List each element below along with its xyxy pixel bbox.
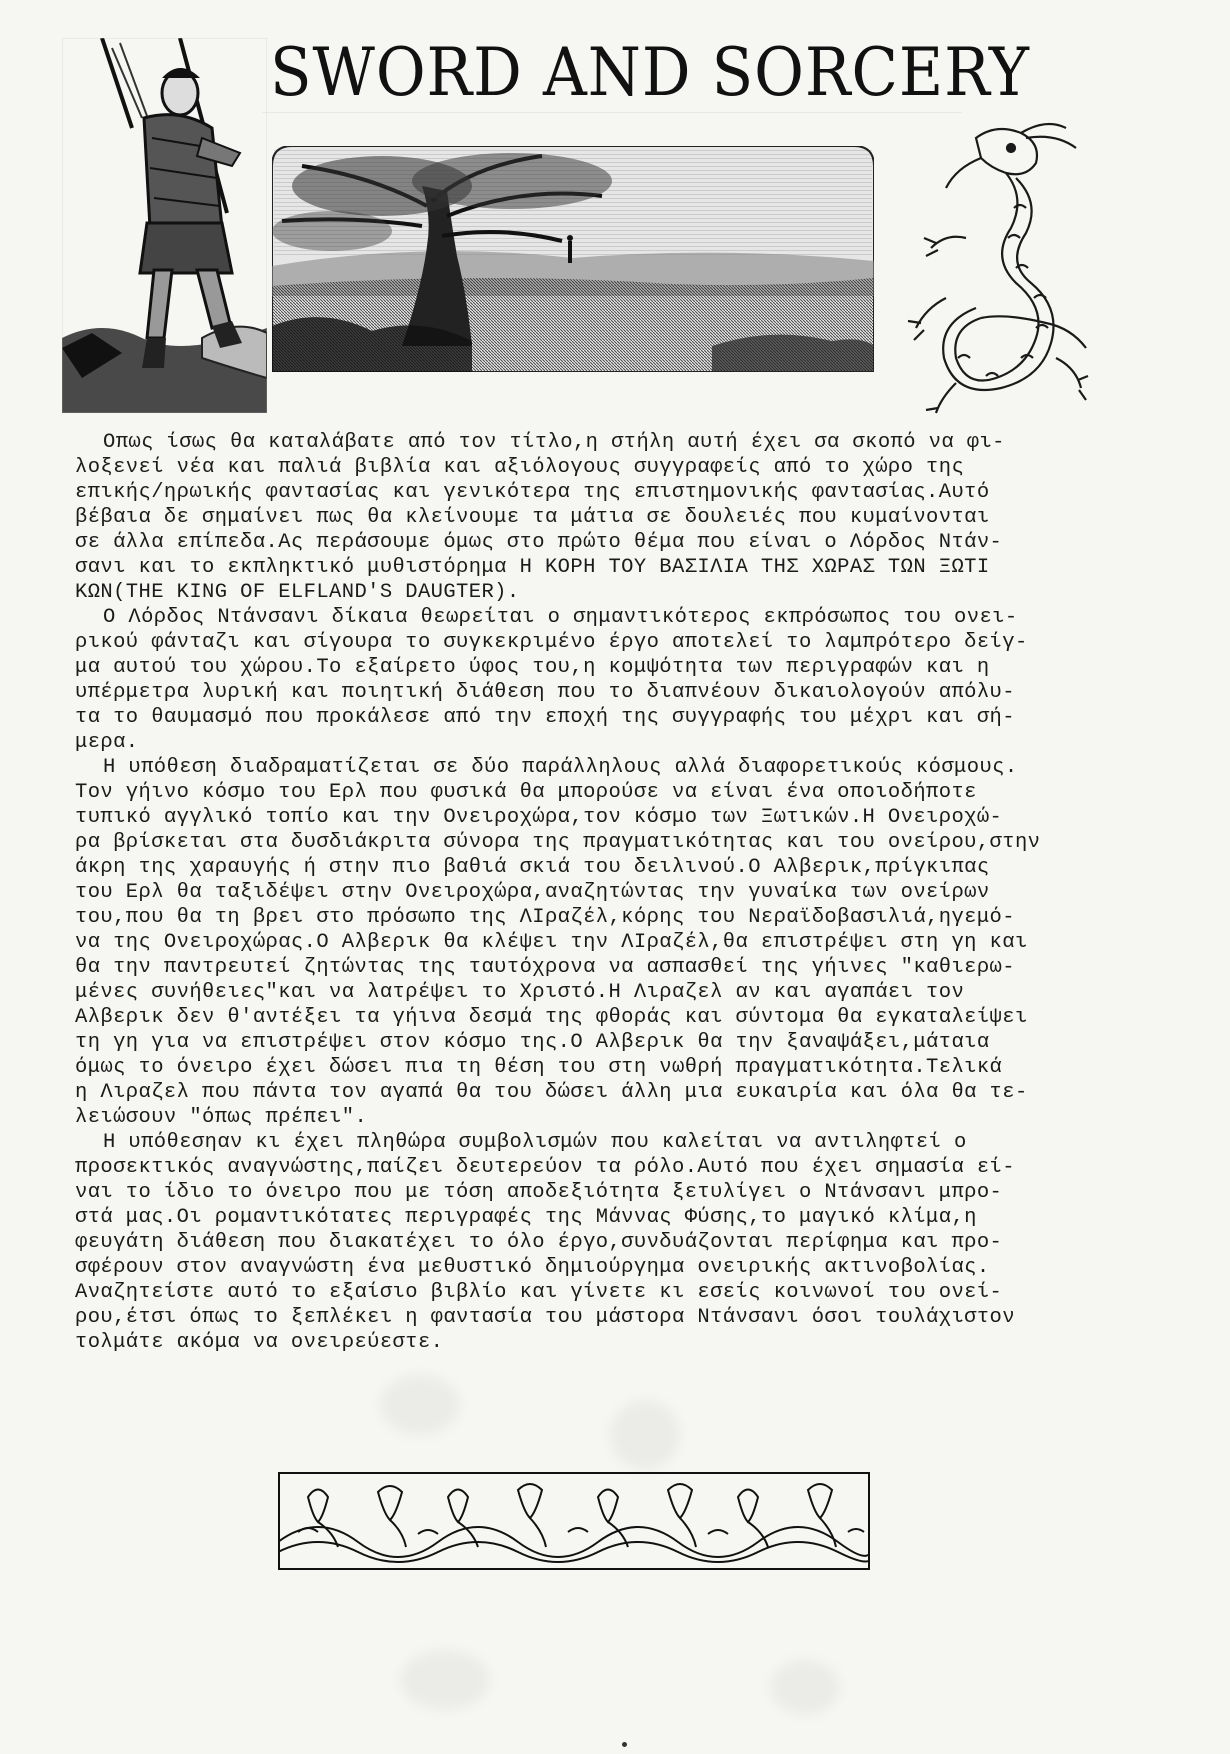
article-paragraph [75, 755, 1215, 1130]
ink-smudge [400, 1650, 490, 1710]
article-paragraph [75, 1130, 1215, 1355]
text-line: Τον γήινο κόσμο του Ερλ που φυσικά θα μπορούσε να είναι ένα οποιοδήποτε [75, 781, 977, 804]
text-line: λειώσουν "όπως πρέπει". [75, 1106, 368, 1129]
page-dot [622, 1742, 627, 1747]
text-line: του,που θα τη βρει στο πρόσωπο της ΛΙραζέλ,κόρης του Νεραϊδοβασιλιά,ηγεμό- [75, 906, 1015, 929]
text-line: η Λιραζελ που πάντα τον αγαπά θα του δώσει άλλη μια ευκαιρία και όλα θα τε- [75, 1081, 1028, 1104]
ink-smudge [770, 1660, 840, 1715]
text-line: φευγάτη διάθεση που διακατέχει το όλο έργο,συνδυάζονται περίφημα και προ- [75, 1231, 1003, 1254]
text-line: στά μας.Οι ρομαντικότατες περιγραφές της Μάννας Φύσης,το μαγικό κλίμα,η [75, 1206, 977, 1229]
text-line: τα το θαυμασμό που προκάλεσε από την εποχή της συγγραφής του μέχρι και σή- [75, 706, 1015, 729]
ink-smudge [610, 1400, 680, 1470]
text-line: Οπως ίσως θα καταλάβατε από τον τίτλο,η στήλη αυτή έχει σα σκοπό να φι- [103, 431, 1005, 454]
text-line: να της Ονειροχώρας.Ο Αλβερικ θα κλέψει την ΛΙραζέλ,θα επιστρέψει στη γη και [75, 931, 1028, 954]
text-line: τυπικό αγγλικό τοπίο και την Ονειροχώρα,τον κόσμο των Ξωτικών.Η Ονειροχώ- [75, 806, 1003, 829]
text-line: του Ερλ θα ταξιδέψει στην Ονειροχώρα,αναζητώντας την γυναίκα των ονείρων [75, 881, 990, 904]
text-line: Η υπόθεσηαν κι έχει πληθώρα συμβολισμών που καλείται να αντιληφτεί ο [103, 1131, 967, 1154]
text-line: Η υπόθεση διαδραματίζεται σε δύο παράλληλους αλλά διαφορετικούς κόσμους. [103, 756, 1018, 779]
text-line: τη γη για να επιστρέψει στον κόσμο της.Ο Αλβερικ θα την ξαναψάξει,μάταια [75, 1031, 990, 1054]
text-line: υπέρμετρα λυρική και ποιητική διάθεση που το διαπνέουν δικαιολογούν απόλυ- [75, 681, 1015, 704]
text-line: λοξενεί νέα και παλιά βιβλία και αξιόλογους συγγραφείς από το χώρο της [75, 456, 965, 479]
text-line: Ο Λόρδος Ντάνσανι δίκαια θεωρείται ο σημαντικότερος εκπρόσωπος του ονει- [103, 606, 1018, 629]
text-line: άκρη της χαραυγής ή στην πιο βαθιά σκιά του δειλινού.Ο Αλβερικ,πρίγκιπας [75, 856, 990, 879]
article-body [75, 430, 1215, 1355]
text-line: ρα βρίσκεται στα δυσδιάκριτα σύνορα της πραγματικότητας και του ονείρου,στην [75, 831, 1041, 854]
text-line: θα την παντρευτεί ζητώντας της ταυτόχρονα να ασπασθεί της γήινες "καθιερω- [75, 956, 1015, 979]
text-line: επικής/ηρωικής φαντασίας και γενικότερα της επιστημονικής φαντασίας.Αυτό [75, 481, 990, 504]
text-line: τολμάτε ακόμα να ονειρεύεστε. [75, 1331, 444, 1354]
text-line: ΚΩΝ(THE KING OF ELFLAND'S DAUGTER). [75, 581, 520, 604]
text-line: σανι και το εκπληκτικό μυθιστόρημα Η ΚΟΡΗ ΤΟΥ ΒΑΣΙΛΙΑ ΤΗΣ ΧΩΡΑΣ ΤΩΝ ΞΩΤΙ [75, 556, 990, 579]
text-line: μερα. [75, 731, 139, 754]
text-line: Αλβερικ δεν θ'αντέξει τα γήινα δεσμά της φθοράς και σύντομα θα εγκαταλείψει [75, 1006, 1028, 1029]
chinese-dragon-illustration [896, 118, 1092, 416]
article-paragraph [75, 605, 1215, 755]
text-line: σφέρουν στον αναγνώστη ένα μεθυστικό δημιούργημα ονειρικής ακτινοβολίας. [75, 1256, 990, 1279]
text-line: μα αυτού του χώρου.Το εξαίρετο ύφος του,η κομψότητα των περιγραφών και η [75, 656, 990, 679]
ink-smudge [380, 1375, 460, 1435]
text-line: μένες συνήθειες"και να λατρέψει το Χριστό.Η Λιραζελ αν και αγαπάει τον [75, 981, 965, 1004]
floral-ornament-band [278, 1472, 870, 1570]
text-line: Αναζητείστε αυτό το εξαίσιο βιβλίο και γίνετε κι εσείς κοινωνοί του ονεί- [75, 1281, 1003, 1304]
text-line: βέβαια δε σημαίνει πως θα κλείνουμε τα μάτια σε δουλειές που κυμαίνονται [75, 506, 990, 529]
text-line: όμως το όνειρο έχει δώσει πια τη θέση του στη νωθρή πραγματικότητα.Τελικά [75, 1056, 1003, 1079]
oak-tree-landscape-illustration [272, 146, 874, 372]
page-title: SWORD AND SORCERY [270, 34, 1030, 111]
text-line: ρικού φάνταζι και σίγουρα το συγκεκριμένο έργο αποτελεί το λαμπρότερο δείγ- [75, 631, 1028, 654]
article-paragraph [75, 430, 1215, 605]
text-line: σε άλλα επίπεδα.Ας περάσουμε όμως στο πρώτο θέμα που είναι ο Λόρδος Ντάν- [75, 531, 1003, 554]
text-line: ναι το ίδιο το όνειρο που με τόση αποδεξιότητα ξετυλίγει ο Ντάνσανι μπρο- [75, 1181, 1003, 1204]
warrior-with-bow-illustration [62, 38, 267, 413]
title-rule [262, 112, 962, 113]
text-line: ρου,έτσι όπως το ξεπλέκει η φαντασία του μάστορα Ντάνσανι όσοι τουλάχιστον [75, 1306, 1015, 1329]
text-line: προσεκτικός αναγνώστης,παίζει δευτερεύον τα ρόλο.Αυτό που έχει σημασία εί- [75, 1156, 1015, 1179]
